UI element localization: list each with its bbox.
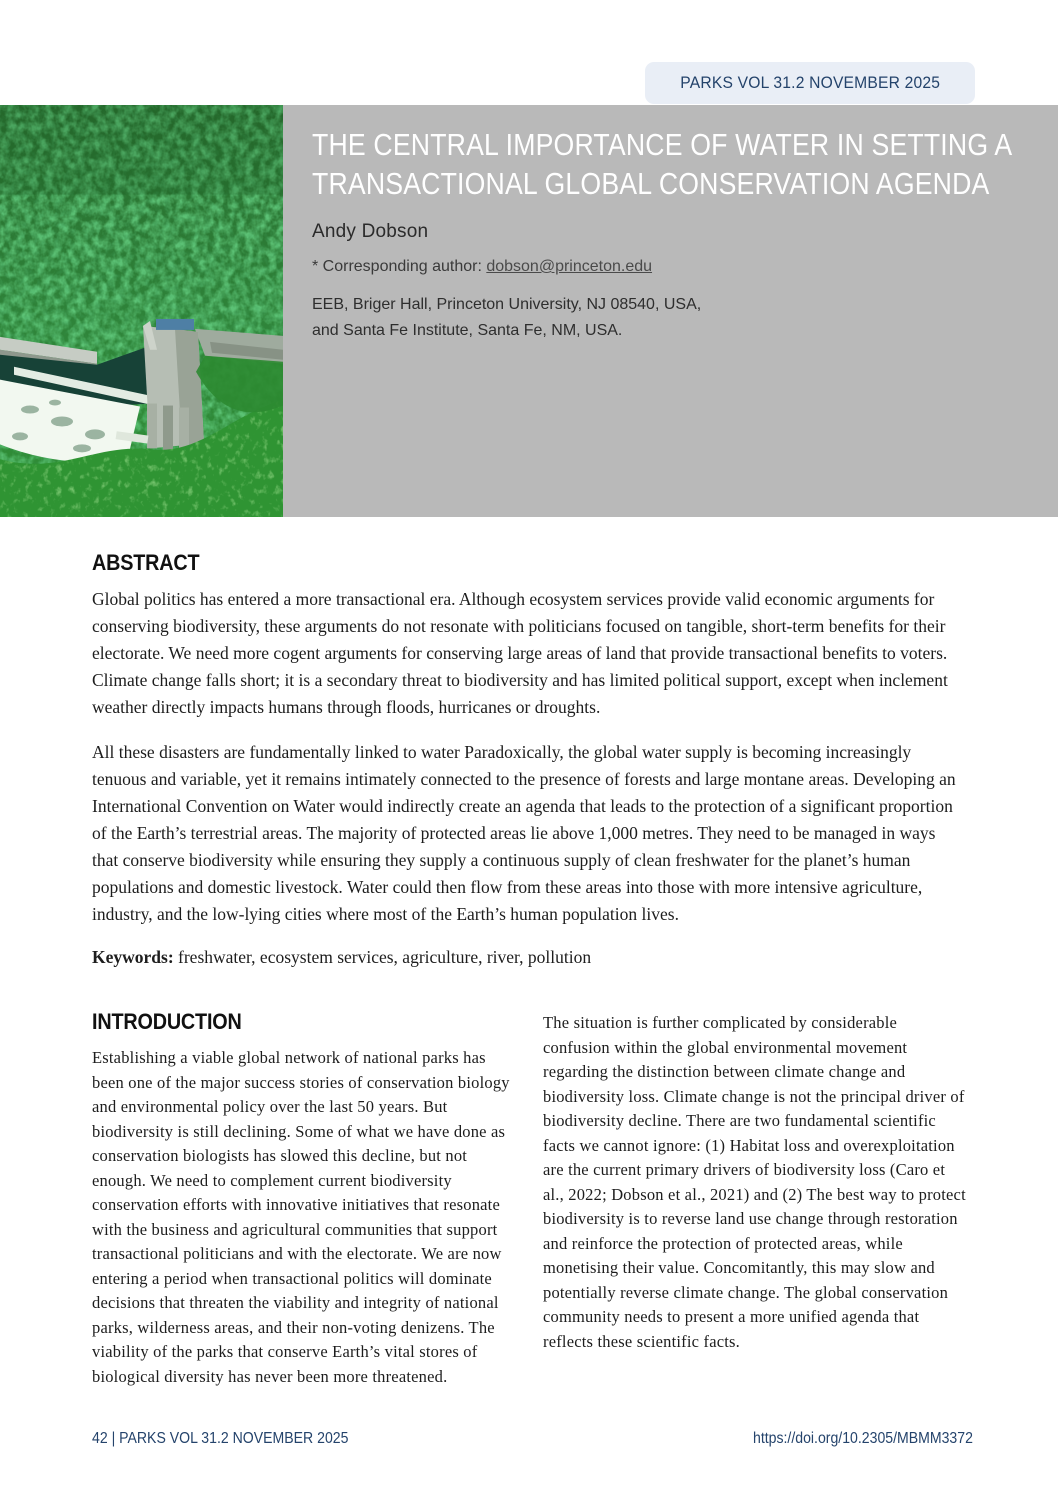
abstract-heading: ABSTRACT	[92, 550, 200, 575]
header-photo	[0, 105, 283, 517]
introduction-text-right: The situation is further complicated by considerable confusion within the global environmental movement regarding the distinction between climate change and biodiversity loss. Climate change is not the principal driver of biodiversity decline. There are two fundamental scientific facts we cannot ignore: (1) Habitat loss and overexploitation are the current primary drivers of biodiversity loss (Caro et al., 2022; Dobson et al., 2021) and (2) The best way to protect biodiversity is to reverse land use change through restoration and reinforce the protection of protected areas, while monetising their value. Concomitantly, this may slow and potentially reverse climate change. The global conservation community needs to present a more unified agenda that reflects these scientific facts.	[543, 1013, 966, 1351]
abstract-section	[92, 550, 966, 968]
keywords-line	[92, 947, 966, 968]
corresponding-email-link[interactable]: dobson@princeton.edu	[486, 258, 653, 275]
affiliation-line-1: EEB, Briger Hall, Princeton University, NJ 08540, USA,	[312, 296, 702, 313]
page-footer	[92, 1430, 973, 1448]
article-title-line-2: TRANSACTIONAL GLOBAL CONSERVATION AGENDA	[312, 166, 990, 201]
footer-page-info: 42 | PARKS VOL 31.2 NOVEMBER 2025	[92, 1430, 349, 1447]
article-body	[92, 517, 966, 1389]
journal-volume-label: PARKS VOL 31.2 NOVEMBER 2025	[679, 73, 940, 92]
keywords-list: freshwater, ecosystem services, agriculture, river, pollution	[173, 947, 592, 967]
keywords-label: Keywords:	[92, 947, 174, 967]
introduction-column-right	[543, 1009, 966, 1389]
corresponding-author-prefix: * Corresponding author:	[312, 258, 487, 275]
article-header	[0, 105, 1058, 517]
abstract-paragraph-2: All these disasters are fundamentally linked to water Paradoxically, the global water supply is becoming increasingly tenuous and variable, yet it remains intimately connected to the presence of forests and large montane areas. Developing an International Convention on Water would indirectly create an agenda that leads to the protection of a significant proportion of the Earth’s terrestrial areas. The majority of protected areas lie above 1,000 metres. They need to be managed in ways that conserve biodiversity while ensuring they supply a continuous supply of clean freshwater for the planet’s human populations and domestic livestock. Water could then flow from these areas into those with more intensive agriculture, industry, and the low-lying cities where most of the Earth’s human population lives.	[92, 742, 956, 924]
introduction-section	[92, 1009, 966, 1389]
introduction-text-left: Establishing a viable global network of national parks has been one of the major success stories of conservation biology and environmental policy over the last 50 years. But biodiversity is still declining. Some of what we have done as conservation biologists has slowed this decline, but not enough. We need to complement current biodiversity conservation efforts with innovative initiatives that resonate with the business and agricultural communities that support transactional politicians and with the electorate. We are now entering a period when transactional politics will dominate decisions that threaten the viability and integrity of national parks, wilderness areas, and their non-voting denizens. The viability of the parks that conserve Earth’s vital stores of biological diversity has never been more threatened.	[92, 1048, 510, 1386]
affiliation-line-2: and Santa Fe Institute, Santa Fe, NM, USA.	[312, 322, 623, 339]
journal-volume-badge	[645, 62, 975, 104]
title-panel	[283, 105, 1058, 517]
affiliation	[312, 292, 1058, 344]
article-title-line-1: THE CENTRAL IMPORTANCE OF WATER IN SETTING A	[312, 127, 1013, 162]
introduction-heading: INTRODUCTION	[92, 1009, 242, 1034]
introduction-column-left	[92, 1009, 515, 1389]
corresponding-author-line	[312, 258, 1058, 276]
forest-dam-illustration	[0, 105, 283, 517]
doi-link[interactable]: https://doi.org/10.2305/MBMM3372	[753, 1430, 973, 1447]
author-name: Andy Dobson	[312, 221, 429, 242]
abstract-paragraph-1: Global politics has entered a more transactional era. Although ecosystem services provide valid economic arguments for conserving biodiversity, these arguments do not resonate with politicians focused on tangible, short-term benefits for their electorate. We need more cogent arguments for conserving large areas of land that provide transactional benefits to voters. Climate change falls short; it is a secondary threat to biodiversity and has limited political support, except when inclement weather directly impacts humans through floods, hurricanes or droughts.	[92, 589, 948, 717]
